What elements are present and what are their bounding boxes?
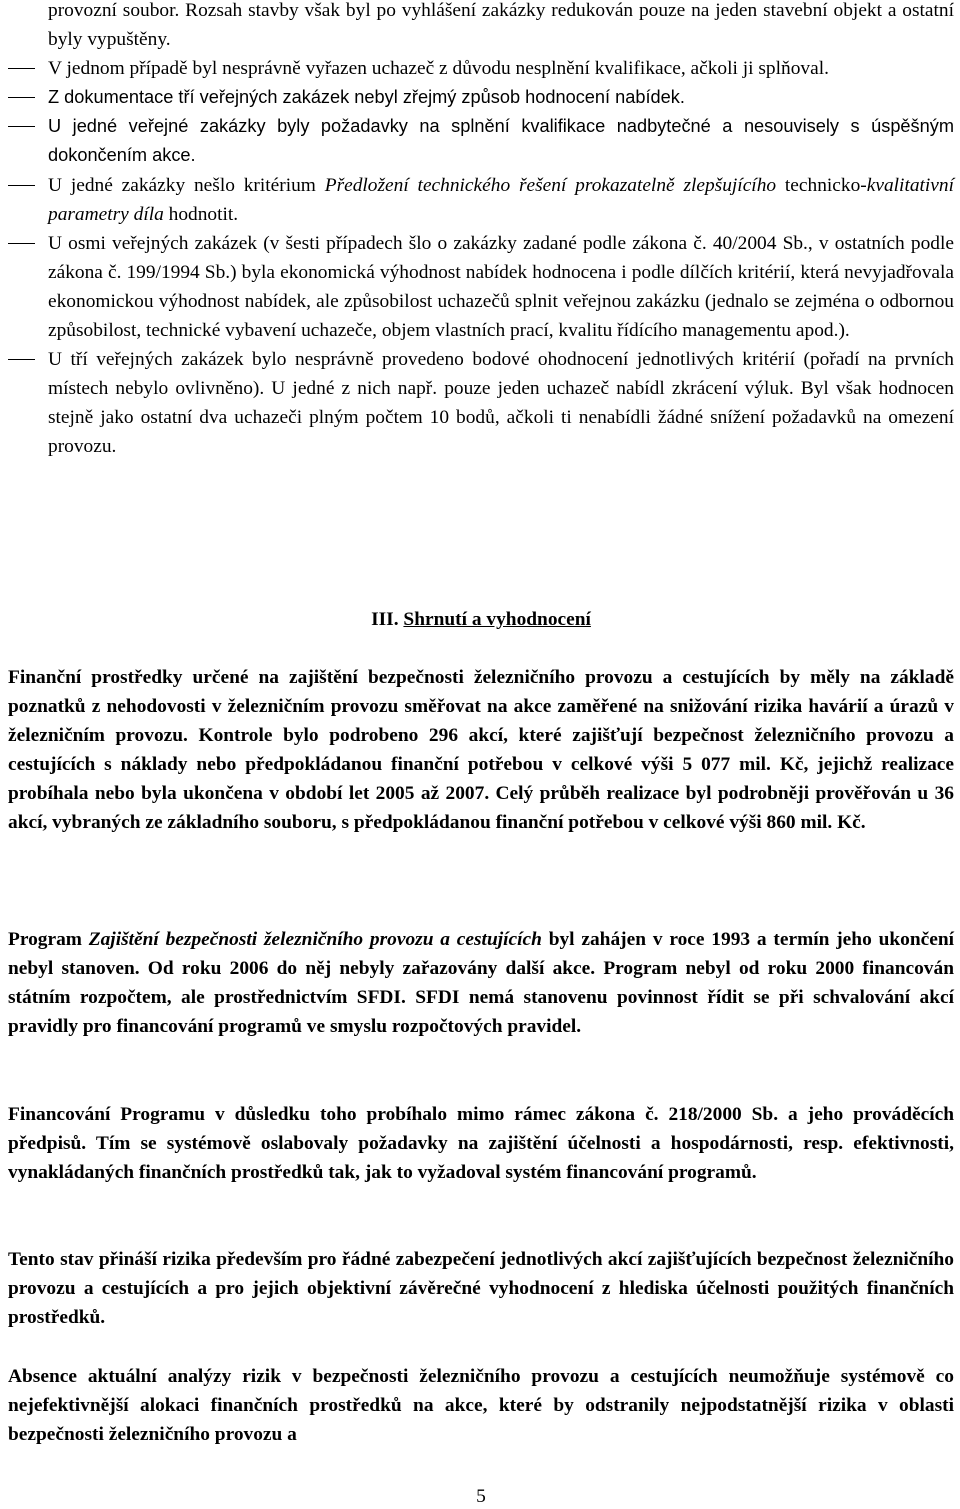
document-page <box>8 0 954 1509</box>
list-item <box>8 83 954 112</box>
list-item-text: U tří veřejných zakázek bylo nesprávně provedeno bodové ohodnocení jednotlivých kritérií (pořadí na prvních místech nebylo ovlivněno). U jedné z nich např. pouze jeden uchazeč nabídl zkrácení výluk. Byl však hodnocen stejně jako ostatní dva uchazeči plným počtem 10 bodů, ačkoli ti nenabídli žádné snížení požadavků na omezení provozu. <box>48 349 954 458</box>
summary-paragraph-5: Absence aktuální analýzy rizik v bezpečnosti železničního provozu a cestujících neumožňuje systémově co nejefektivnější alokaci finančních prostředků na akce, které by odstranily nejpodstatnější rizika v oblasti bezpečnosti železničního provozu a <box>8 1366 954 1446</box>
program-text: byl zahájen v roce 1993 a termín jeho ukončení nebyl stanoven. Od roku 2006 do něj nebyly zařazovány další akce. Program nebyl od roku 2000 financován státním rozpočtem, ale prostřednictvím SFDI. SFDI nemá stanovenu povinnost řídit se při schvalování akcí pravidly pro financování programů ve smyslu rozpočtových pravidel. <box>8 929 955 1038</box>
summary-paragraph-2 <box>8 925 954 1041</box>
dash-bullet <box>8 68 35 69</box>
criterion-italic-2: kvalitativní parametry díla <box>48 174 954 225</box>
summary-paragraph-1: Finanční prostředky určené na zajištění bezpečnosti železničního provozu a cestujících by měly na základě poznatků z nehodovosti v železničním provozu směřovat na akce zaměřené na snižování rizika havárií a úrazů v železničním provozu. Kontrole bylo podrobeno 296 akcí, které zajišťují bezpečnost železničního provozu a cestujících s náklady nebo předpokládanou finanční potřebou v celkové výši 5 077 mil. Kč, jejichž realizace probíhala nebo byla ukončena v období let 2005 až 2007. Celý průběh realizace byl podrobněji prověřován u 36 akcí, vybraných ze základního souboru, s předpokládanou finanční potřebou v celkové výši 860 mil. Kč. <box>8 667 954 834</box>
list-item <box>8 54 954 83</box>
findings-list <box>8 0 954 462</box>
summary-paragraph-3: Financování Programu v důsledku toho probíhalo mimo rámec zákona č. 218/2000 Sb. a jeho prováděcích předpisů. Tím se systémově oslabovaly požadavky na zajištění účelnosti a hospodárnosti, resp. efektivnosti, vynakládaných finančních prostředků tak, jak to vyžadoval systém financování programů. <box>8 1104 954 1184</box>
list-item-text: Z dokumentace tří veřejných zakázek nebyl zřejmý způsob hodnocení nabídek. <box>48 87 685 108</box>
program-prefix: Program <box>8 929 89 950</box>
list-item-text: V jednom případě byl nesprávně vyřazen uchazeč z důvodu nesplnění kvalifikace, ačkoli ji splňoval. <box>48 58 829 80</box>
list-item-text: U osmi veřejných zakázek (v šesti případech šlo o zakázky zadané podle zákona č. 40/2004 Sb., v ostatních podle zákona č. 199/1994 Sb.) byla ekonomická výhodnost nabídek hodnocena i podle dílčích kritérií, která nevyjadřovala ekonomickou výhodnost nabídek, ale způsobilost uchazečů splnit veřejnou zakázku (jednalo se zejména o odbornou způsobilost, technické vybavení uchazeče, objem vlastních prací, kvalitu řídícího managementu apod.). <box>48 232 954 342</box>
page-number: 5 <box>476 1486 486 1507</box>
list-item-text: U jedné veřejné zakázky byly požadavky na splnění kvalifikace nadbytečné a nesouvisely s úspěšným dokončením akce. <box>48 116 954 166</box>
section-number: III. <box>371 609 399 630</box>
dash-bullet <box>8 243 35 244</box>
summary-paragraph-4: Tento stav přináší rizika především pro řádné zabezpečení jednotlivých akcí zajišťujících bezpečnost železničního provozu a cestujících a pro jejich objektivní závěrečné vyhodnocení z hlediska účelnosti použitých finančních prostředků. <box>8 1249 954 1329</box>
list-item <box>8 345 954 461</box>
list-item <box>8 112 954 170</box>
criterion-italic: Předložení technického řešení prokazatelně zlepšujícího <box>324 174 777 196</box>
dash-bullet <box>8 97 35 98</box>
list-item-text-before: U jedné zakázky nešlo kritérium <box>48 174 325 196</box>
list-item <box>8 229 954 345</box>
list-item-text-middle: technicko- <box>776 174 867 196</box>
dash-bullet <box>8 359 35 360</box>
intro-continuation: provozní soubor. Rozsah stavby však byl po vyhlášení zakázky redukován pouze na jeden stavební objekt a ostatní byly vypuštěny. <box>48 0 954 51</box>
list-item <box>8 171 954 229</box>
dash-bullet <box>8 126 35 127</box>
program-name: Zajištění bezpečnosti železničního provozu a cestujících <box>88 929 542 950</box>
list-item-text-after: hodnotit. <box>163 203 239 225</box>
section-heading <box>8 605 954 634</box>
section-title: Shrnutí a vyhodnocení <box>403 609 591 630</box>
dash-bullet <box>8 185 35 186</box>
